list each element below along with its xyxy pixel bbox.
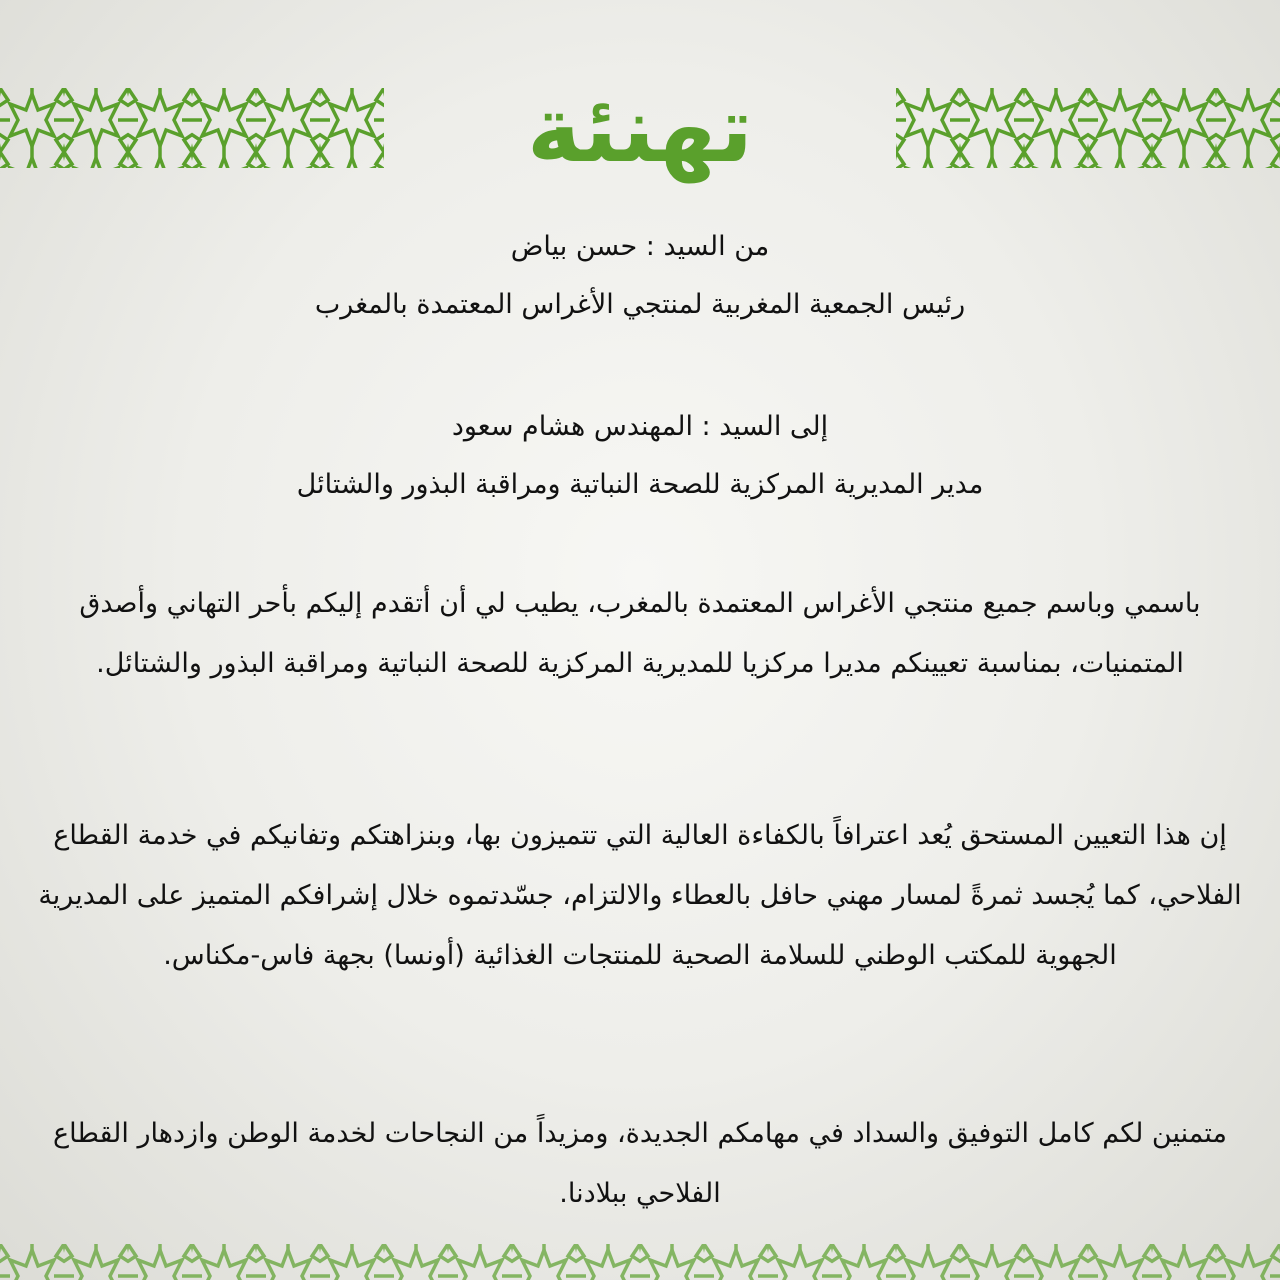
paragraph-3: متمنين لكم كامل التوفيق والسداد في مهامكم الجديدة، ومزيداً من النجاحات لخدمة الوطن وازدهار القطاع الفلاحي ببلادنا.	[53, 1118, 1227, 1209]
sender-block	[0, 218, 1280, 334]
recipient-title: مدير المديرية المركزية للصحة النباتية ومراقبة البذور والشتائل	[296, 469, 984, 500]
ornament-band-bottom	[0, 1244, 1280, 1280]
sender-title: رئيس الجمعية المغربية لمنتجي الأغراس المعتمدة بالمغرب	[314, 289, 966, 320]
recipient-name: إلى السيد : المهندس هشام سعود	[451, 411, 829, 442]
paragraph-2: إن هذا التعيين المستحق يُعد اعترافاً بالكفاءة العالية التي تتميزون بها، وبنزاهتكم وتفانيكم في خدمة القطاع الفلاحي، كما يُجسد ثمرةً لمسار مهني حافل بالعطاء والالتزام، جسّدتموه خلال إشرافكم المتميز على المديرية الجهوية للمكتب الوطني للسلامة الصحية للمنتجات الغذائية (أونسا) بجهة فاس-مكناس.	[38, 820, 1242, 971]
sender-name: من السيد : حسن بياض	[510, 231, 770, 262]
page-title: تهنئة	[526, 76, 754, 183]
paragraph-1: باسمي وباسم جميع منتجي الأغراس المعتمدة بالمغرب، يطيب لي أن أتقدم إليكم بأحر التهاني وأصدق المتمنيات، بمناسبة تعيينكم مديرا مركزيا للمديرية المركزية للصحة النباتية ومراقبة البذور والشتائل.	[79, 588, 1201, 679]
recipient-block	[0, 398, 1280, 514]
